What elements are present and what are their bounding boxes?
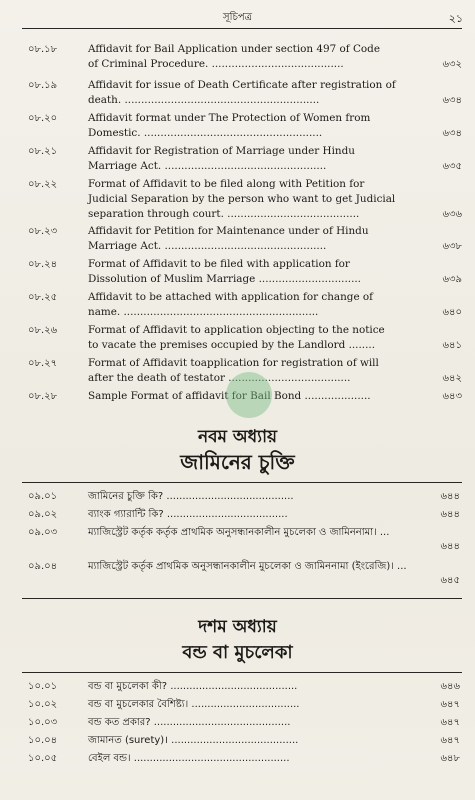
entry-page: ৬৪৩ [442, 391, 462, 402]
entry-number: ০৮.১৮ [28, 44, 58, 55]
entry-text: বন্ড বা মুচলেকা কী? ........................................ [88, 681, 298, 692]
entry-text: জামানত (surety)। ........................................ [88, 735, 299, 746]
entry-page: ৬৪৪ [440, 509, 460, 520]
section-rule [22, 672, 462, 673]
entry-number: ০৮.২১ [28, 146, 58, 157]
entry-text [88, 42, 428, 72]
entry-line: Affidavit for Registration of Marriage under Hindu [88, 145, 355, 157]
entry-line: name. ........................................................... [88, 306, 319, 318]
entry-page: ৬৪৭ [440, 699, 460, 710]
entry-line: Dissolution of Muslim Marriage ............................... [88, 273, 361, 285]
entry-text: জামিনের চুক্তি কি? ........................................ [88, 491, 294, 502]
chapter-title: বন্ড বা মুচলেকা [182, 642, 293, 663]
entry-number: ১০.০৪ [28, 735, 58, 746]
entry-page: ৬৪৭ [440, 717, 460, 728]
entry-page: ৬৩৪ [442, 128, 462, 139]
entry-number: ০৮.১৯ [28, 80, 58, 91]
section-rule [22, 482, 462, 483]
section-rule [22, 598, 462, 599]
entry-number: ১০.০১ [28, 681, 58, 692]
chapter-label: নবম অধ্যায় [197, 427, 278, 447]
entry-page: ৬৩৯ [442, 274, 462, 285]
entry-text: ম্যাজিস্ট্রেট কর্তৃক প্রাথমিক অনুসন্ধানকালীন মুচলেকা ও জামিননামা (ইংরেজি)। ... [88, 561, 407, 572]
header-rule [22, 28, 462, 29]
entry-page: ৬৪৬ [440, 681, 460, 692]
entry-page: ৬৩২ [442, 59, 462, 70]
entry-text [88, 111, 428, 141]
entry-line: Domestic. ...................................................... [88, 127, 323, 139]
watermark-logo [226, 372, 272, 418]
page-header [0, 8, 475, 26]
entry-page: ৬৩৮ [442, 241, 462, 252]
entry-page: ৬৪৪ [440, 541, 460, 552]
entry-line: Marriage Act. ................................................. [88, 240, 327, 252]
chapter-title: জামিনের চুক্তি [180, 450, 295, 474]
entry-page: ৬৩৫ [442, 161, 462, 172]
entry-page: ৬৪৫ [440, 575, 460, 586]
entry-number: ০৯.০৪ [28, 561, 58, 572]
entry-line: Sample Format of affidavit for Bail Bond .................... [88, 390, 371, 402]
entry-line: Affidavit for Bail Application under section 497 of Code [88, 43, 380, 55]
entry-line: to vacate the premises occupied by the Landlord ........ [88, 339, 375, 351]
entry-number: ১০.০৫ [28, 753, 58, 764]
entry-number: ০৯.০২ [28, 509, 58, 520]
entry-page: ৬৪১ [442, 340, 462, 351]
entry-line: Affidavit for issue of Death Certificate after registration of [88, 79, 396, 91]
entry-line: Format of Affidavit to be filed with application for [88, 258, 350, 270]
entry-text [88, 257, 428, 287]
entry-number: ০৯.০৩ [28, 527, 58, 538]
entry-number: ০৮.২৪ [28, 259, 58, 270]
entry-number: ১০.০৩ [28, 717, 58, 728]
chapter-label: দশম অধ্যায় [198, 617, 277, 637]
entry-text [88, 224, 428, 254]
entry-text: ম্যাজিস্ট্রেট কর্তৃক কর্তৃক প্রাথমিক অনুসন্ধানকালীন মুচলেকা ও জামিননামা। ... [88, 527, 390, 538]
entry-text [88, 78, 428, 108]
entry-number: ০৮.২৩ [28, 226, 58, 237]
entry-line: Format of Affidavit toapplication for registration of will [88, 357, 379, 369]
entry-text [88, 323, 428, 353]
entry-page: ৬৪২ [442, 373, 462, 384]
page-number: ২১ [448, 12, 463, 25]
entry-line: separation through court. ........................................ [88, 208, 360, 220]
entry-number: ০৮.২৬ [28, 325, 58, 336]
entry-line: Format of Affidavit to application objecting to the notice [88, 324, 385, 336]
entry-page: ৬৩৪ [442, 95, 462, 106]
entry-number: ০৮.২০ [28, 113, 58, 124]
entry-page: ৬৩৬ [442, 209, 462, 220]
entry-page: ৬৪৮ [440, 753, 460, 764]
entry-text: ব্যাংক গ্যারান্টি কি? ...................................... [88, 509, 288, 520]
entry-line: Judicial Separation by the person who want to get Judicial [88, 193, 396, 205]
entry-page: ৬৪৪ [440, 491, 460, 502]
entry-page: ৬৪৭ [440, 735, 460, 746]
entry-number: ১০.০২ [28, 699, 58, 710]
entry-line: Format of Affidavit to be filed along with Petition for [88, 178, 365, 190]
entry-text [88, 144, 428, 174]
entry-text [88, 177, 428, 222]
entry-number: ০৮.২৮ [28, 391, 58, 402]
entry-text: বন্ড কত প্রকার? ........................................... [88, 717, 291, 728]
entry-number: ০৮.২৭ [28, 358, 58, 369]
entry-text: বন্ড বা মুচলেকার বৈশিষ্ট্য। .................................. [88, 699, 300, 710]
entry-number: ০৯.০১ [28, 491, 58, 502]
entry-number: ০৮.২২ [28, 179, 58, 190]
entry-line: Marriage Act. ................................................. [88, 160, 327, 172]
entry-line: of Criminal Procedure. ........................................ [88, 58, 344, 70]
entry-line: Affidavit to be attached with application for change of [88, 291, 374, 303]
entry-line: death. ........................................................... [88, 94, 320, 106]
running-title: সূচিপত্র [223, 12, 252, 23]
entry-line: after the death of testator ..................................... [88, 372, 351, 384]
entry-number: ০৮.২৫ [28, 292, 58, 303]
entry-line: Affidavit format under The Protection of Women from [88, 112, 371, 124]
entry-page: ৬৪০ [442, 307, 462, 318]
entry-text: বেইল বন্ড। ................................................. [88, 753, 290, 764]
entry-line: Affidavit for Petition for Maintenance under of Hindu [88, 225, 369, 237]
entry-text [88, 290, 428, 320]
